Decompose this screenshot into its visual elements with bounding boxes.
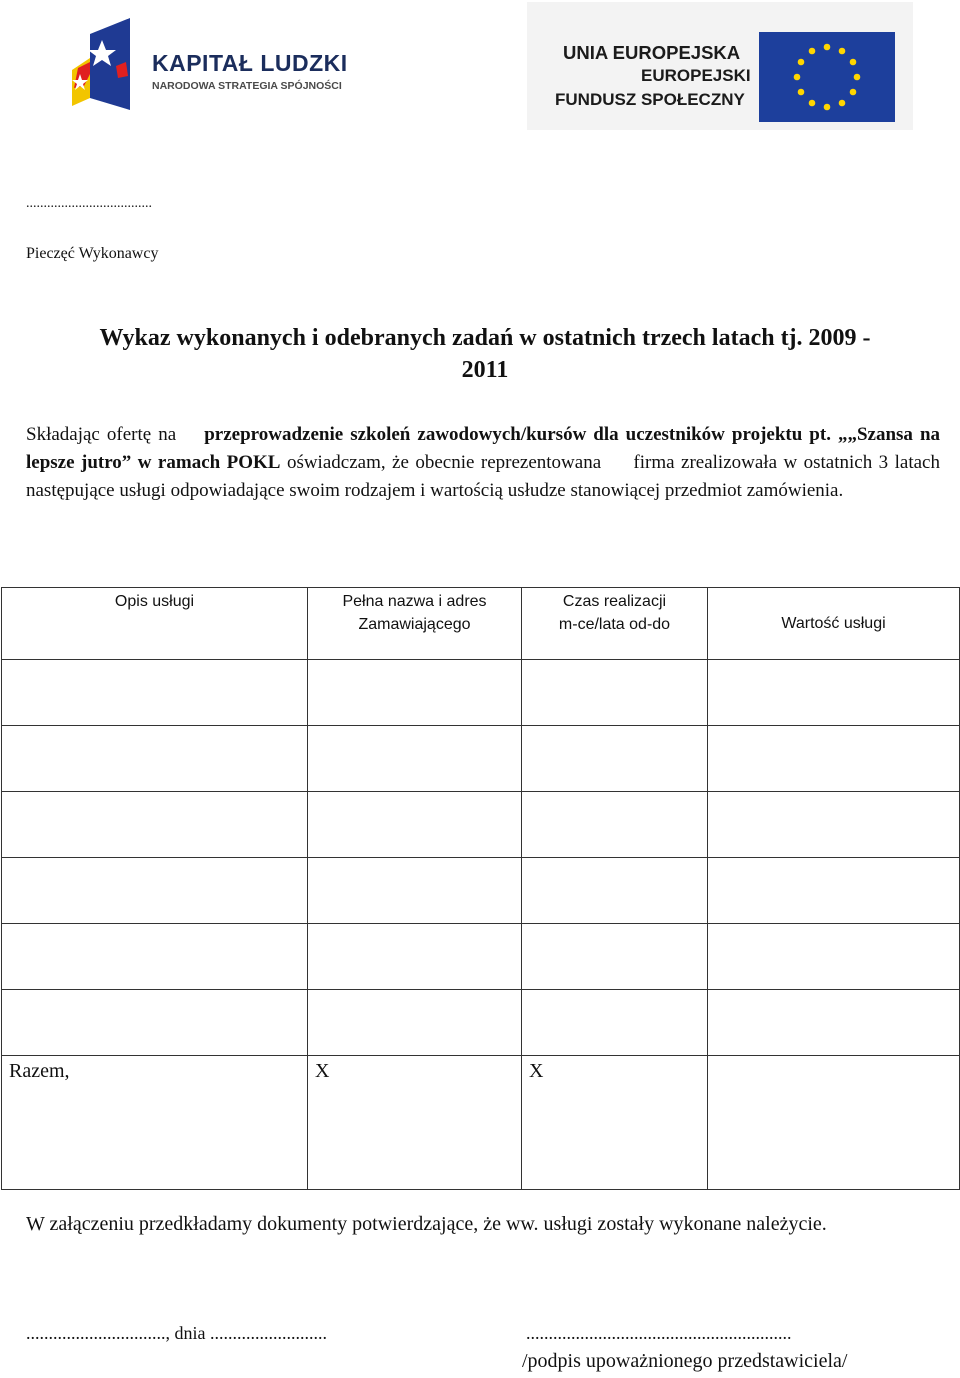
table-cell[interactable] xyxy=(522,726,708,792)
intro-paragraph xyxy=(26,421,940,505)
table-cell[interactable] xyxy=(708,924,960,990)
title-line-1: Wykaz wykonanych i odebranych zadań w ostatnich trzech latach tj. 2009 - xyxy=(99,325,871,351)
intro-text-3: firma zrealizowała w ostatnich 3 latach następujące usługi odpowiadające swoim rodzajem i wartością usłudze stanowiącej przedmiot zamówienia. xyxy=(26,452,940,501)
table-cell[interactable] xyxy=(522,924,708,990)
logo-left-title: KAPITAŁ LUDZKI xyxy=(152,50,348,76)
table-cell[interactable] xyxy=(2,660,308,726)
table-cell[interactable] xyxy=(308,726,522,792)
table-cell[interactable] xyxy=(2,792,308,858)
table-cell[interactable] xyxy=(308,858,522,924)
table-row xyxy=(2,792,960,858)
table-cell[interactable] xyxy=(308,924,522,990)
summary-x-col2: X xyxy=(308,1056,522,1190)
table-row xyxy=(2,660,960,726)
table-row xyxy=(2,924,960,990)
signature-dots: ........................................................... xyxy=(526,1323,792,1343)
kapital-ludzki-logo xyxy=(68,14,378,119)
table-cell[interactable] xyxy=(2,858,308,924)
table-row xyxy=(2,858,960,924)
table-cell[interactable] xyxy=(708,726,960,792)
logo-right-line2: EUROPEJSKI xyxy=(641,66,751,85)
table-cell[interactable] xyxy=(708,858,960,924)
intro-text-2: oświadczam, że obecnie reprezentowana xyxy=(286,452,602,473)
table-cell[interactable] xyxy=(522,990,708,1056)
header-execution-period: Czas realizacji m-ce/lata od-do xyxy=(522,588,708,660)
table-cell[interactable] xyxy=(522,858,708,924)
table-row xyxy=(2,726,960,792)
table-header-row xyxy=(2,588,960,660)
intro-bold-project: przeprowadzenie szkoleń zawodowych/kursów dla uczestników projektu pt. „„Szansa na lepsze jutro” w ramach POKL xyxy=(26,424,941,473)
logo-left-subtitle: NARODOWA STRATEGIA SPÓJNOŚCI xyxy=(152,80,342,92)
document-title xyxy=(30,322,940,386)
summary-label: Razem, xyxy=(2,1056,308,1190)
table-summary-row xyxy=(2,1056,960,1190)
table-cell[interactable] xyxy=(522,660,708,726)
table-cell[interactable] xyxy=(708,990,960,1056)
eu-flag-icon xyxy=(759,32,895,122)
stamp-dots: .................................... xyxy=(26,196,152,211)
header-service-value: Wartość usługi xyxy=(708,588,960,660)
logo-right-line3: FUNDUSZ SPOŁECZNY xyxy=(555,90,745,109)
table-cell[interactable] xyxy=(308,660,522,726)
logo-right-line1: UNIA EUROPEJSKA xyxy=(563,42,741,63)
table-cell[interactable] xyxy=(708,660,960,726)
table-cell[interactable] xyxy=(2,990,308,1056)
table-cell[interactable] xyxy=(708,792,960,858)
place-date-line: ..............................., dnia .......................... xyxy=(26,1323,327,1343)
table-cell[interactable] xyxy=(2,726,308,792)
summary-total-value[interactable] xyxy=(708,1056,960,1190)
intro-text-1: Składając ofertę na xyxy=(26,424,177,445)
table-cell[interactable] xyxy=(522,792,708,858)
attachment-note: W załączeniu przedkładamy dokumenty potwierdzające, że ww. usługi zostały wykonane należycie. xyxy=(26,1213,827,1235)
header-service-description: Opis usługi xyxy=(2,588,308,660)
table-row xyxy=(2,990,960,1056)
table-cell[interactable] xyxy=(308,990,522,1056)
stamp-label: Pieczęć Wykonawcy xyxy=(26,245,159,262)
title-line-2: 2011 xyxy=(461,357,509,383)
kapital-ludzki-emblem-icon xyxy=(68,14,148,119)
summary-x-col3: X xyxy=(522,1056,708,1190)
table-cell[interactable] xyxy=(308,792,522,858)
table-cell[interactable] xyxy=(2,924,308,990)
header-client-name-address: Pełna nazwa i adres Zamawiającego xyxy=(308,588,522,660)
signature-label: /podpis upoważnionego przedstawiciela/ xyxy=(522,1350,848,1372)
eu-logo xyxy=(527,2,913,130)
services-table xyxy=(1,587,960,1190)
